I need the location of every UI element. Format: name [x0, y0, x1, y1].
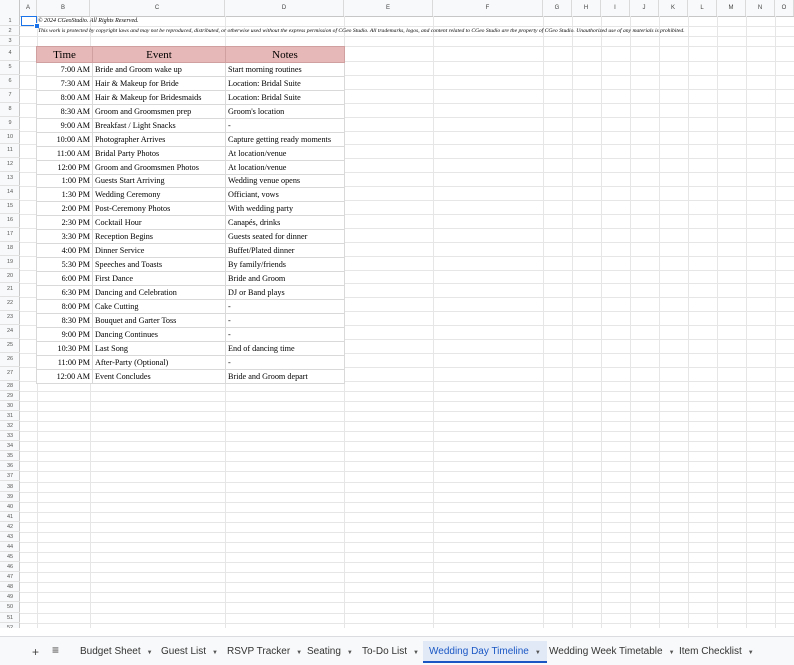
event-cell[interactable]: Last Song	[93, 341, 226, 355]
row-header-19[interactable]: 19	[0, 256, 20, 270]
row-header-47[interactable]: 47	[0, 572, 20, 582]
row-header-31[interactable]: 31	[0, 411, 20, 421]
sheet-tab-wedding-day-timeline[interactable]	[423, 641, 547, 663]
table-row	[37, 272, 345, 286]
table-row	[37, 90, 345, 104]
row-header-16[interactable]: 16	[0, 214, 20, 228]
table-row	[37, 146, 345, 160]
column-header-i[interactable]: I	[601, 0, 630, 16]
gridline-horizontal	[20, 461, 794, 462]
row-header-52[interactable]: 52	[0, 623, 20, 628]
notes-cell[interactable]: End of dancing time	[226, 341, 345, 355]
time-cell[interactable]: 4:00 PM	[37, 244, 93, 258]
time-cell[interactable]: 8:30 PM	[37, 313, 93, 327]
row-header-27[interactable]: 27	[0, 367, 20, 381]
table-row	[37, 369, 345, 383]
row-header-22[interactable]: 22	[0, 297, 20, 311]
notes-cell[interactable]: Canapés, drinks	[226, 216, 345, 230]
gridline-horizontal	[20, 602, 794, 603]
table-row	[37, 355, 345, 369]
event-cell[interactable]: Wedding Ceremony	[93, 188, 226, 202]
table-row	[37, 104, 345, 118]
gridline-vertical	[630, 16, 631, 628]
gridline-vertical	[572, 16, 573, 628]
row-header-12[interactable]: 12	[0, 158, 20, 172]
gridline-vertical	[717, 16, 718, 628]
row-header-40[interactable]: 40	[0, 502, 20, 512]
event-cell[interactable]: Post-Ceremony Photos	[93, 202, 226, 216]
copyright-text: © 2024 CGeoStudio. All Rights Reserved.	[38, 18, 139, 24]
notes-cell[interactable]: By family/friends	[226, 258, 345, 272]
row-header-29[interactable]: 29	[0, 391, 20, 401]
column-header-g[interactable]: G	[543, 0, 572, 16]
tab-menu-caret-icon[interactable]: ▼	[146, 650, 153, 656]
column-header-d[interactable]: D	[225, 0, 344, 16]
table-row	[37, 188, 345, 202]
event-cell[interactable]: Groom and Groomsmen Photos	[93, 160, 226, 174]
copyright-notice: This work is protected by copyright laws and may not be reproduced, distributed, or otherwise used without the express permission of CGeo Studio. All trademarks, logos, and content related to CGeo Studio are the property of CGeo Studio. Unauthorized use of any materials is prohibited.	[38, 28, 685, 34]
sheet-tab-to-do-list[interactable]	[356, 641, 419, 663]
sheet-tab-wedding-week-timetable[interactable]	[543, 641, 675, 663]
table-row	[37, 258, 345, 272]
tab-menu-caret-icon[interactable]: ▼	[668, 650, 675, 656]
notes-cell[interactable]: DJ or Band plays	[226, 286, 345, 300]
table-row	[37, 63, 345, 77]
row-header-39[interactable]: 39	[0, 492, 20, 502]
row-header-4[interactable]: 4	[0, 46, 20, 61]
time-cell[interactable]: 1:00 PM	[37, 174, 93, 188]
event-cell[interactable]: Groom and Groomsmen prep	[93, 104, 226, 118]
row-header-41[interactable]: 41	[0, 512, 20, 522]
gridline-horizontal	[20, 441, 794, 442]
gridline-horizontal	[20, 431, 794, 432]
row-header-23[interactable]: 23	[0, 311, 20, 325]
sheet-tab-label: To-Do List	[362, 646, 408, 657]
notes-cell[interactable]: Buffet/Plated dinner	[226, 244, 345, 258]
row-header-17[interactable]: 17	[0, 228, 20, 242]
event-cell[interactable]: Dancing Continues	[93, 327, 226, 341]
row-header-50[interactable]: 50	[0, 602, 20, 612]
notes-cell[interactable]: Bride and Groom depart	[226, 369, 345, 383]
table-row	[37, 341, 345, 355]
row-header-9[interactable]: 9	[0, 117, 20, 131]
time-cell[interactable]: 11:00 AM	[37, 146, 93, 160]
time-cell[interactable]: 10:00 AM	[37, 132, 93, 146]
event-cell[interactable]: Bouquet and Garter Toss	[93, 313, 226, 327]
row-header-20[interactable]: 20	[0, 270, 20, 284]
table-row	[37, 230, 345, 244]
column-header-c[interactable]: C	[90, 0, 225, 16]
row-header-13[interactable]: 13	[0, 172, 20, 186]
sheet-tab-label: Wedding Week Timetable	[549, 646, 663, 657]
event-cell[interactable]: Speeches and Toasts	[93, 258, 226, 272]
event-cell[interactable]: First Dance	[93, 272, 226, 286]
sheet-tab-label: Wedding Day Timeline	[429, 646, 529, 657]
row-header-42[interactable]: 42	[0, 522, 20, 532]
sheet-tab-bar	[0, 636, 794, 665]
row-header-49[interactable]: 49	[0, 592, 20, 602]
row-header-48[interactable]: 48	[0, 582, 20, 592]
time-cell[interactable]: 8:00 AM	[37, 90, 93, 104]
event-cell[interactable]: Bride and Groom wake up	[93, 63, 226, 77]
header-event[interactable]: Event	[93, 47, 226, 63]
column-header-k[interactable]: K	[659, 0, 688, 16]
row-header-32[interactable]: 32	[0, 421, 20, 431]
row-header-51[interactable]: 51	[0, 613, 20, 623]
notes-cell[interactable]: -	[226, 327, 345, 341]
gridline-vertical	[659, 16, 660, 628]
event-cell[interactable]: Guests Start Arriving	[93, 174, 226, 188]
event-cell[interactable]: Breakfast / Light Snacks	[93, 118, 226, 132]
event-cell[interactable]: Cocktail Hour	[93, 216, 226, 230]
gridline-horizontal	[20, 502, 794, 503]
row-header-15[interactable]: 15	[0, 200, 20, 214]
row-header-37[interactable]: 37	[0, 471, 20, 481]
add-sheet-icon[interactable]: +	[32, 645, 40, 659]
row-header-43[interactable]: 43	[0, 532, 20, 542]
event-cell[interactable]: Hair & Makeup for Bride	[93, 76, 226, 90]
time-cell[interactable]: 11:00 PM	[37, 355, 93, 369]
row-header-2[interactable]: 2	[0, 26, 20, 36]
event-cell[interactable]: Bridal Party Photos	[93, 146, 226, 160]
sheet-tab-rsvp-tracker[interactable]	[221, 641, 302, 663]
table-row	[37, 132, 345, 146]
gridline-horizontal	[20, 562, 794, 563]
gridline-vertical	[601, 16, 602, 628]
row-header-24[interactable]: 24	[0, 325, 20, 339]
notes-cell[interactable]: Location: Bridal Suite	[226, 90, 345, 104]
time-cell[interactable]: 12:00 PM	[37, 160, 93, 174]
time-cell[interactable]: 1:30 PM	[37, 188, 93, 202]
table-row	[37, 286, 345, 300]
sheet-tab-label: Seating	[307, 646, 341, 657]
gridline-vertical	[775, 16, 776, 628]
row-header-21[interactable]: 21	[0, 283, 20, 297]
column-header-j[interactable]: J	[630, 0, 659, 16]
row-header-11[interactable]: 11	[0, 144, 20, 158]
select-all-corner[interactable]	[0, 0, 20, 16]
gridline-vertical	[433, 16, 434, 628]
table-row	[37, 76, 345, 90]
event-cell[interactable]: After-Party (Optional)	[93, 355, 226, 369]
column-header-l[interactable]: L	[688, 0, 717, 16]
column-header-f[interactable]: F	[433, 0, 543, 16]
tab-menu-caret-icon[interactable]: ▼	[296, 650, 303, 656]
table-row	[37, 160, 345, 174]
tab-menu-caret-icon[interactable]: ▼	[413, 650, 419, 656]
time-cell[interactable]: 6:00 PM	[37, 272, 93, 286]
sheet-tab-label: Guest List	[161, 646, 207, 657]
column-header-e[interactable]: E	[344, 0, 433, 16]
row-header-46[interactable]: 46	[0, 562, 20, 572]
time-cell[interactable]: 9:00 AM	[37, 118, 93, 132]
notes-cell[interactable]: -	[226, 355, 345, 369]
notes-cell[interactable]: Capture getting ready moments	[226, 132, 345, 146]
event-cell[interactable]: Event Concludes	[93, 369, 226, 383]
gridline-horizontal	[20, 451, 794, 452]
sheet-tab-guest-list[interactable]	[155, 641, 218, 663]
header-notes[interactable]: Notes	[226, 47, 345, 63]
table-row	[37, 174, 345, 188]
gridline-horizontal	[20, 391, 794, 392]
gridline-horizontal	[20, 471, 794, 472]
notes-cell[interactable]: Start morning routines	[226, 63, 345, 77]
gridline-horizontal	[20, 592, 794, 593]
row-header-3[interactable]: 3	[0, 36, 20, 46]
gridline-horizontal	[20, 421, 794, 422]
row-header-10[interactable]: 10	[0, 131, 20, 145]
time-cell[interactable]: 10:30 PM	[37, 341, 93, 355]
sheet-tab-seating[interactable]	[301, 641, 353, 663]
gridline-horizontal	[20, 401, 794, 402]
notes-cell[interactable]: -	[226, 299, 345, 313]
row-header-26[interactable]: 26	[0, 353, 20, 367]
table-row	[37, 216, 345, 230]
header-time[interactable]: Time	[37, 47, 93, 63]
sheet-tab-label: Item Checklist	[679, 646, 742, 657]
tab-menu-caret-icon[interactable]: ▼	[346, 650, 353, 656]
row-header-column	[0, 16, 20, 628]
notes-cell[interactable]: At location/venue	[226, 146, 345, 160]
table-header-row	[37, 47, 345, 63]
event-cell[interactable]: Photographer Arrives	[93, 132, 226, 146]
row-header-34[interactable]: 34	[0, 441, 20, 451]
event-cell[interactable]: Reception Begins	[93, 230, 226, 244]
row-header-1[interactable]: 1	[0, 16, 20, 26]
table-row	[37, 313, 345, 327]
gridline-horizontal	[20, 512, 794, 513]
time-cell[interactable]: 7:30 AM	[37, 76, 93, 90]
row-header-18[interactable]: 18	[0, 242, 20, 256]
event-cell[interactable]: Cake Cutting	[93, 299, 226, 313]
gridline-vertical	[543, 16, 544, 628]
notes-cell[interactable]: At location/venue	[226, 160, 345, 174]
column-header-h[interactable]: H	[572, 0, 601, 16]
gridline-horizontal	[20, 522, 794, 523]
row-header-45[interactable]: 45	[0, 552, 20, 562]
row-header-33[interactable]: 33	[0, 431, 20, 441]
event-cell[interactable]: Hair & Makeup for Bridesmaids	[93, 90, 226, 104]
notes-cell[interactable]: Officiant, vows	[226, 188, 345, 202]
time-cell[interactable]: 3:30 PM	[37, 230, 93, 244]
event-cell[interactable]: Dancing and Celebration	[93, 286, 226, 300]
time-cell[interactable]: 9:00 PM	[37, 327, 93, 341]
tab-menu-caret-icon[interactable]: ▼	[747, 650, 754, 656]
gridline-horizontal	[20, 532, 794, 533]
row-header-7[interactable]: 7	[0, 89, 20, 103]
time-cell[interactable]: 2:30 PM	[37, 216, 93, 230]
gridline-horizontal	[20, 613, 794, 614]
row-header-8[interactable]: 8	[0, 103, 20, 117]
gridline-horizontal	[20, 36, 794, 37]
time-cell[interactable]: 2:00 PM	[37, 202, 93, 216]
notes-cell[interactable]: With wedding party	[226, 202, 345, 216]
notes-cell[interactable]: Groom's location	[226, 104, 345, 118]
gridline-horizontal	[20, 492, 794, 493]
gridline-horizontal	[20, 542, 794, 543]
time-cell[interactable]: 7:00 AM	[37, 63, 93, 77]
notes-cell[interactable]: Guests seated for dinner	[226, 230, 345, 244]
column-header-a[interactable]: A	[20, 0, 37, 16]
row-header-35[interactable]: 35	[0, 451, 20, 461]
table-row	[37, 327, 345, 341]
time-cell[interactable]: 5:30 PM	[37, 258, 93, 272]
row-header-28[interactable]: 28	[0, 381, 20, 391]
time-cell[interactable]: 8:00 PM	[37, 299, 93, 313]
column-header-o[interactable]: O	[775, 0, 794, 16]
notes-cell[interactable]: Location: Bridal Suite	[226, 76, 345, 90]
tab-menu-caret-icon[interactable]: ▼	[534, 650, 541, 656]
gridline-vertical	[746, 16, 747, 628]
row-header-38[interactable]: 38	[0, 482, 20, 492]
notes-cell[interactable]: -	[226, 313, 345, 327]
row-header-44[interactable]: 44	[0, 542, 20, 552]
notes-cell[interactable]: -	[226, 118, 345, 132]
row-header-25[interactable]: 25	[0, 339, 20, 353]
gridline-horizontal	[20, 552, 794, 553]
column-header-n[interactable]: N	[746, 0, 775, 16]
tab-menu-caret-icon[interactable]: ▼	[212, 650, 218, 656]
notes-cell[interactable]: Bride and Groom	[226, 272, 345, 286]
row-header-5[interactable]: 5	[0, 61, 20, 75]
sheet-tab-item-checklist[interactable]	[673, 641, 754, 663]
gridline-horizontal	[20, 572, 794, 573]
notes-cell[interactable]: Wedding venue opens	[226, 174, 345, 188]
table-row	[37, 118, 345, 132]
time-cell[interactable]: 8:30 AM	[37, 104, 93, 118]
row-header-6[interactable]: 6	[0, 75, 20, 89]
sheet-tab-budget-sheet[interactable]	[74, 641, 153, 663]
time-cell[interactable]: 12:00 AM	[37, 369, 93, 383]
column-header-b[interactable]: B	[37, 0, 90, 16]
time-cell[interactable]: 6:30 PM	[37, 286, 93, 300]
sheet-tab-label: RSVP Tracker	[227, 646, 291, 657]
event-cell[interactable]: Dinner Service	[93, 244, 226, 258]
table-row	[37, 202, 345, 216]
column-header-row	[0, 0, 794, 17]
sheet-tab-label: Budget Sheet	[80, 646, 141, 657]
gridline-horizontal	[20, 582, 794, 583]
gridline-horizontal	[20, 411, 794, 412]
row-header-30[interactable]: 30	[0, 401, 20, 411]
table-row	[37, 244, 345, 258]
gridline-vertical	[688, 16, 689, 628]
gridline-horizontal	[20, 623, 794, 624]
all-sheets-menu-icon[interactable]: ≡	[52, 643, 60, 657]
wedding-timeline-table	[36, 46, 345, 384]
table-row	[37, 299, 345, 313]
row-header-36[interactable]: 36	[0, 461, 20, 471]
row-header-14[interactable]: 14	[0, 186, 20, 200]
column-header-m[interactable]: M	[717, 0, 746, 16]
gridline-horizontal	[20, 482, 794, 483]
